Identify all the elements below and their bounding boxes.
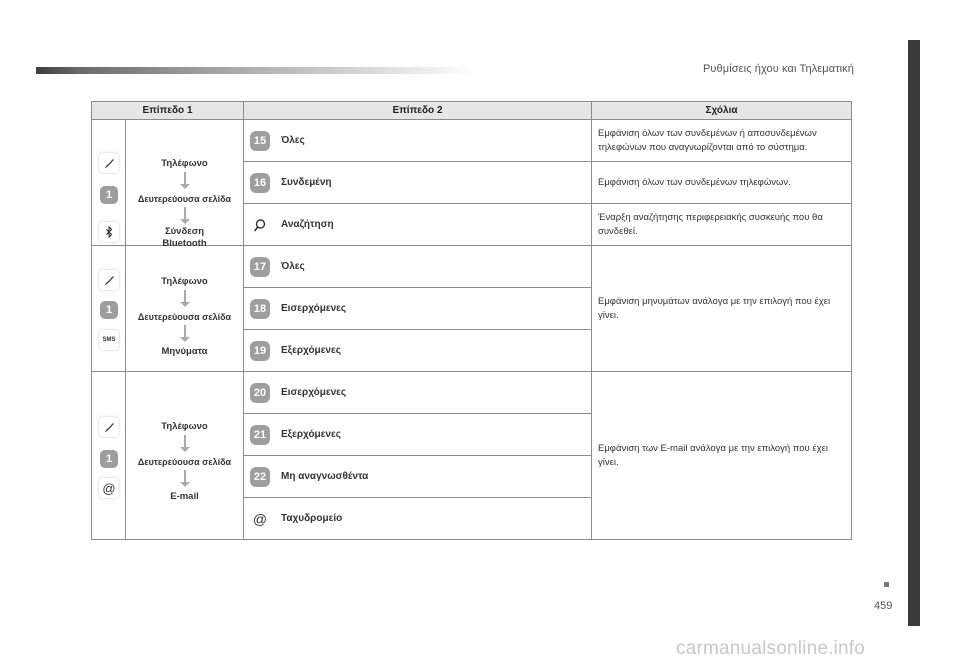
option-badge: 21 xyxy=(250,425,270,445)
table-row xyxy=(92,120,852,162)
bluetooth-icon xyxy=(99,222,119,242)
arrow-down-icon xyxy=(184,172,186,185)
option-label: Συνδεμένη xyxy=(281,177,332,188)
at-icon: @ xyxy=(99,478,119,498)
level2-cell[interactable] xyxy=(244,120,592,162)
arrow-down-icon xyxy=(184,325,186,338)
option-label: Εισερχόμενες xyxy=(281,387,347,398)
option-badge: 16 xyxy=(250,173,270,193)
arrow-down-icon xyxy=(184,435,186,448)
option-label: Εισερχόμενες xyxy=(281,303,347,314)
level2-cell[interactable] xyxy=(244,372,592,414)
comment-cell: Έναρξη αναζήτησης περιφερειακής συσκευής που θα συνδεθεί. xyxy=(592,204,852,246)
option-label: Εξερχόμενες xyxy=(281,345,341,356)
level1-root: Τηλέφωνο xyxy=(161,421,208,432)
option-badge: 15 xyxy=(250,131,270,151)
level1-secondary: Δευτερεύουσα σελίδα xyxy=(137,194,232,204)
level1-path-messages xyxy=(126,246,244,372)
level1-target-line1: Σύνδεση xyxy=(164,226,205,237)
level1-icons-bluetooth xyxy=(92,120,126,246)
column-header-comments: Σχόλια xyxy=(592,102,852,120)
side-edge-strip xyxy=(908,40,920,626)
level1-icons-messages xyxy=(92,246,126,372)
column-header-level1: Επίπεδο 1 xyxy=(92,102,244,120)
table-header-row xyxy=(92,102,852,120)
arrow-down-icon xyxy=(184,290,186,303)
sms-icon: SMS xyxy=(99,330,119,350)
column-header-level2: Επίπεδο 2 xyxy=(244,102,592,120)
option-label: Μη αναγνωσθέντα xyxy=(281,471,369,482)
level1-target: E-mail xyxy=(170,491,199,502)
arrow-down-icon xyxy=(184,470,186,483)
level2-cell[interactable] xyxy=(244,288,592,330)
option-label: Αναζήτηση xyxy=(281,219,334,230)
option-label: Όλες xyxy=(281,135,305,146)
phone-icon xyxy=(99,153,119,173)
page-marker xyxy=(884,582,889,587)
level1-badge: 1 xyxy=(99,449,119,469)
phone-icon xyxy=(99,417,119,437)
option-label: Ταχυδρομείο xyxy=(281,513,343,524)
level2-cell[interactable] xyxy=(244,414,592,456)
comment-cell: Εμφάνιση των E-mail ανάλογα με την επιλογή που έχει γίνει. xyxy=(592,372,852,540)
comment-cell: Εμφάνιση όλων των συνδεμένων ή αποσυνδεμένων τηλεφώνων που αναγνωρίζονται από το σύστημα. xyxy=(592,120,852,162)
comment-cell: Εμφάνιση όλων των συνδεμένων τηλεφώνων. xyxy=(592,162,852,204)
level2-cell[interactable] xyxy=(244,246,592,288)
level1-target: Μηνύματα xyxy=(161,346,208,357)
level1-target-line2: Bluetooth xyxy=(162,238,207,249)
search-icon xyxy=(250,215,270,235)
arrow-down-icon xyxy=(184,207,186,220)
table-row xyxy=(92,246,852,288)
watermark: carmanualsonline.info xyxy=(676,638,866,659)
option-badge: 20 xyxy=(250,383,270,403)
option-label: Όλες xyxy=(281,261,305,272)
level2-cell[interactable] xyxy=(244,498,592,540)
level1-icons-email xyxy=(92,372,126,540)
page-title: Ρυθμίσεις ήχου και Τηλεματική xyxy=(703,63,854,75)
option-badge: 22 xyxy=(250,467,270,487)
level1-secondary: Δευτερεύουσα σελίδα xyxy=(137,457,232,467)
level2-cell[interactable] xyxy=(244,162,592,204)
level2-cell[interactable] xyxy=(244,456,592,498)
level1-badge: 1 xyxy=(99,185,119,205)
comment-cell: Εμφάνιση μηνυμάτων ανάλογα με την επιλογή που έχει γίνει. xyxy=(592,246,852,372)
option-badge: 18 xyxy=(250,299,270,319)
settings-table xyxy=(91,101,852,540)
option-label: Εξερχόμενες xyxy=(281,429,341,440)
level1-root: Τηλέφωνο xyxy=(161,158,208,169)
level1-secondary: Δευτερεύουσα σελίδα xyxy=(137,312,232,322)
phone-icon xyxy=(99,270,119,290)
option-badge: 19 xyxy=(250,341,270,361)
level1-path-email xyxy=(126,372,244,540)
page-number: 459 xyxy=(874,600,893,612)
table-row xyxy=(92,372,852,414)
level1-path-bluetooth xyxy=(126,120,244,249)
at-icon: @ xyxy=(252,510,268,527)
level2-cell[interactable] xyxy=(244,330,592,372)
level1-root: Τηλέφωνο xyxy=(161,276,208,287)
option-badge: 17 xyxy=(250,257,270,277)
level1-badge: 1 xyxy=(99,300,119,320)
header-gradient-bar xyxy=(36,67,476,74)
level2-cell[interactable] xyxy=(244,204,592,246)
